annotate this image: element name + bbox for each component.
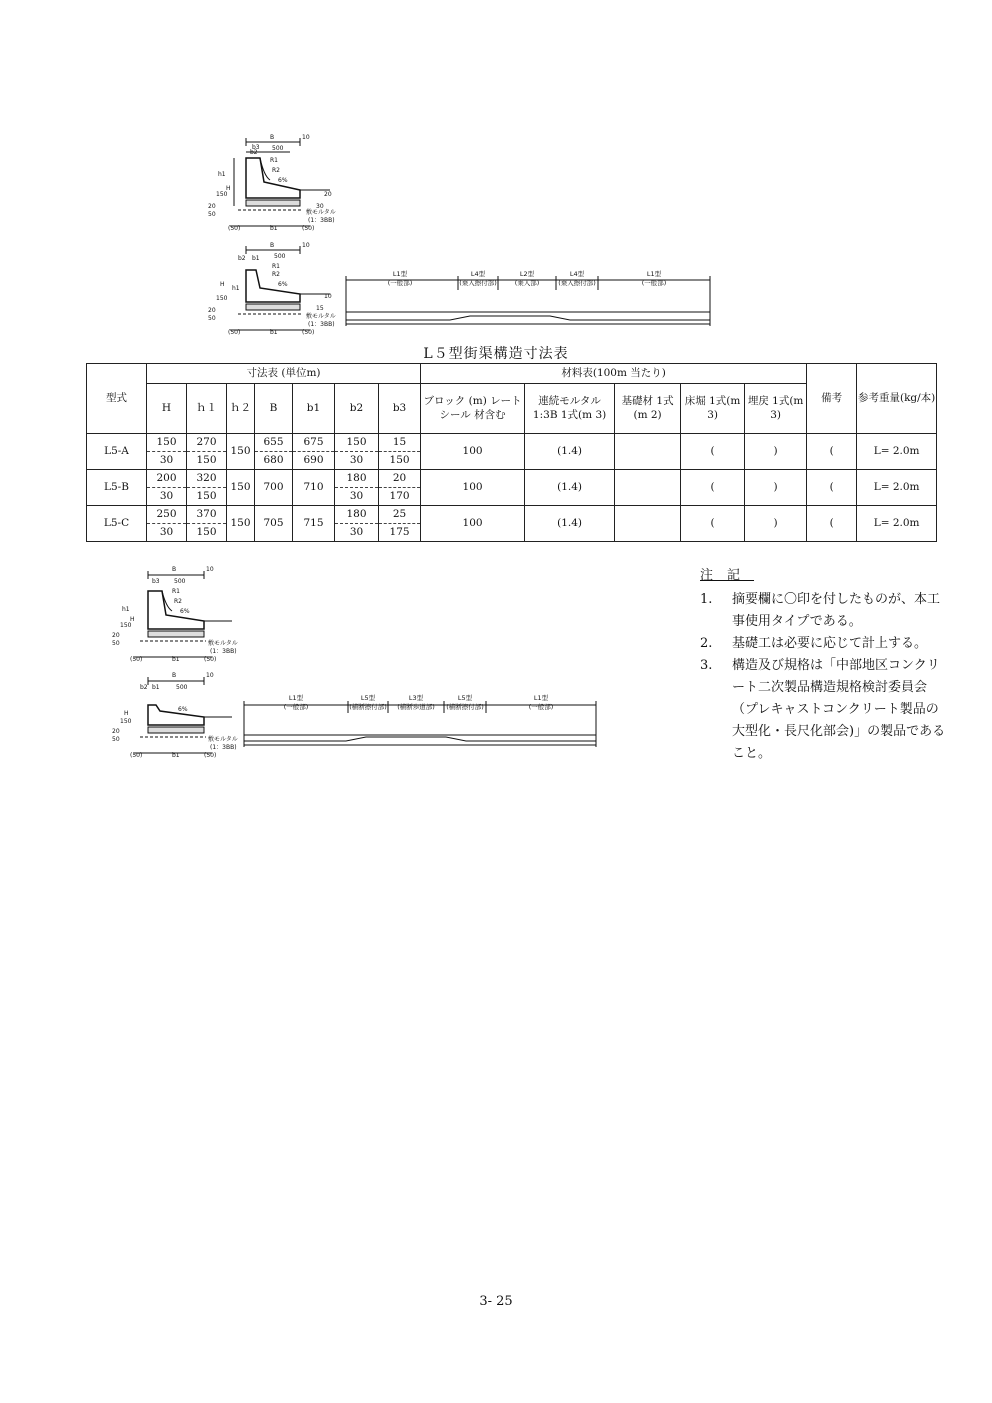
cell-b2-bottom: 30 [349,490,364,502]
top-diagrams [190,130,720,342]
svg-text:R1: R1 [270,157,278,164]
cell-base [615,434,681,470]
header-row-1 [87,364,937,384]
svg-text:L4型: L4型 [470,270,486,278]
note-text: 構造及び規格は「中部地区コンクリート二次製品構造規格検討委員会（プレキャストコンクリート製品の大型化・長尺化部会)」の製品であること。 [732,658,946,761]
svg-text:150: 150 [120,622,132,629]
cell-b3 [379,470,421,506]
table-row [87,470,937,506]
note-item [700,633,950,655]
svg-text:H: H [124,710,129,717]
cell-H-top: 250 [147,506,186,524]
svg-text:b1: b1 [172,752,180,759]
cell-backfill: ) [745,506,807,542]
svg-text:10: 10 [302,242,310,249]
cell-mortar: (1.4) [525,506,615,542]
svg-text:30: 30 [316,203,324,210]
cell-b2 [335,506,379,542]
svg-text:20: 20 [208,307,216,314]
cell-b3-bottom: 150 [389,454,410,466]
svg-text:50: 50 [112,640,120,647]
svg-text:b1: b1 [270,329,278,336]
svg-text:R2: R2 [272,271,280,278]
cell-weight: L= 2.0m [857,470,937,506]
cell-b2 [335,470,379,506]
svg-text:R1: R1 [172,588,180,595]
cell-b3 [379,506,421,542]
table-title: L５型街渠構造寸法表 [423,346,569,362]
cell-backfill: ) [745,470,807,506]
svg-text:500: 500 [174,578,186,585]
cell-b3-bottom: 175 [389,526,410,538]
cell-h1-bottom: 150 [196,454,217,466]
cell-H [147,434,187,470]
top-section-2-labels [208,242,336,336]
header-h2: ｈ２ [227,384,255,434]
note-text: 基礎工は必要に応じて計上する。 [732,636,928,651]
cell-block: 100 [421,506,525,542]
cell-b1 [293,434,335,470]
cell-block: 100 [421,470,525,506]
cell-b3-bottom: 170 [389,490,410,502]
svg-text:L5型: L5型 [457,694,473,702]
cell-b2-top: 180 [335,470,378,488]
cell-h2: 150 [227,506,255,542]
cell-h1-bottom: 150 [196,526,217,538]
svg-text:50: 50 [112,736,120,743]
svg-text:H: H [130,616,135,623]
cell-b2-top: 150 [335,434,378,452]
svg-text:L4型: L4型 [569,270,585,278]
note-item [700,655,950,765]
cell-b3 [379,434,421,470]
svg-text:(1：3BB): (1：3BB) [308,321,335,328]
cell-base [615,470,681,506]
svg-text:20: 20 [112,632,120,639]
cell-block: 100 [421,434,525,470]
svg-text:10: 10 [302,134,310,141]
cell-H-bottom: 30 [159,490,174,502]
svg-text:L1型: L1型 [646,270,662,278]
svg-text:h1: h1 [218,171,226,178]
cell-excavation: ( [681,506,745,542]
cell-H [147,470,187,506]
svg-text:10: 10 [206,566,214,573]
svg-text:(50): (50) [204,752,217,759]
svg-text:10: 10 [324,293,332,300]
header-b1: b1 [293,384,335,434]
note-item [700,589,950,633]
cell-h1-top: 270 [187,434,226,452]
header-H: H [147,384,187,434]
cell-H [147,506,187,542]
svg-text:L2型: L2型 [519,270,535,278]
header-backfill: 埋戻 1式(m 3) [745,384,807,434]
svg-text:(50): (50) [204,656,217,663]
svg-text:敷モルタル: 敷モルタル [306,209,336,216]
svg-text:150: 150 [216,191,228,198]
svg-text:(1：3BB): (1：3BB) [308,217,335,224]
svg-text:500: 500 [274,253,286,260]
svg-text:20: 20 [112,728,120,735]
header-type: 型式 [87,364,147,434]
cell-type: L5-C [87,506,147,542]
table-row [87,506,937,542]
svg-text:(50): (50) [130,752,143,759]
svg-text:50: 50 [208,315,216,322]
svg-text:B: B [270,242,275,249]
note-number: 2. [700,636,713,651]
svg-text:6%: 6% [178,706,188,713]
cell-excavation: ( [681,434,745,470]
svg-text:B: B [172,672,177,679]
cell-remarks: ( [807,434,857,470]
svg-text:(一般部): (一般部) [528,703,554,711]
svg-text:R2: R2 [174,598,182,605]
cell-h2: 150 [227,470,255,506]
cell-type: L5-B [87,470,147,506]
dimension-table [86,363,937,542]
svg-text:L5型: L5型 [360,694,376,702]
svg-text:L1型: L1型 [392,270,408,278]
notes [700,565,950,765]
svg-text:b1: b1 [152,684,160,691]
bottom-diagrams [100,565,600,765]
svg-text:50: 50 [208,211,216,218]
svg-text:敷モルタル: 敷モルタル [208,640,238,647]
cell-b3-top: 15 [379,434,420,452]
svg-text:6%: 6% [180,608,190,615]
cell-B: 705 [255,506,293,542]
cell-B-top: 655 [255,434,292,452]
top-plan-labels [388,269,667,287]
cell-mortar: (1.4) [525,470,615,506]
svg-text:(50): (50) [228,329,241,336]
svg-text:(乗入擦付部): (乗入擦付部) [459,279,497,287]
svg-text:h1: h1 [232,285,240,292]
svg-text:500: 500 [176,684,188,691]
svg-text:(一般部): (一般部) [283,703,309,711]
cell-H-top: 150 [147,434,186,452]
table-row [87,434,937,470]
svg-text:H: H [220,281,225,288]
svg-text:B: B [172,566,177,573]
cell-excavation: ( [681,470,745,506]
cell-B: 700 [255,470,293,506]
svg-text:(50): (50) [302,329,315,336]
svg-text:(横断歩道部): (横断歩道部) [397,703,435,711]
header-b3: b3 [379,384,421,434]
header-B: B [255,384,293,434]
svg-text:b2: b2 [140,684,148,691]
cell-type: L5-A [87,434,147,470]
cell-b2-bottom: 30 [349,526,364,538]
header-base: 基礎材 1式(m 2) [615,384,681,434]
cell-h1 [187,470,227,506]
svg-text:(1：3BB): (1：3BB) [210,744,237,751]
bottom-plan-labels [284,693,554,711]
svg-text:150: 150 [216,295,228,302]
svg-text:6%: 6% [278,177,288,184]
svg-text:敷モルタル: 敷モルタル [208,736,238,743]
svg-text:6%: 6% [278,281,288,288]
svg-text:500: 500 [272,145,284,152]
header-excavation: 床堀 1式(m 3) [681,384,745,434]
svg-text:b2: b2 [250,149,258,156]
svg-text:(乗入擦付部): (乗入擦付部) [558,279,596,287]
cell-h1-top: 320 [187,470,226,488]
note-number: 3. [700,658,713,673]
cell-b1: 710 [293,470,335,506]
svg-text:(乗入部): (乗入部) [514,279,540,287]
header-b2: b2 [335,384,379,434]
cell-h1-top: 370 [187,506,226,524]
svg-text:20: 20 [208,203,216,210]
svg-text:b1: b1 [270,225,278,232]
cell-h1 [187,506,227,542]
svg-text:(一般部): (一般部) [387,279,413,287]
cell-b3-top: 25 [379,506,420,524]
cell-h1-bottom: 150 [196,490,217,502]
cell-base [615,506,681,542]
cell-B [255,434,293,470]
svg-text:b2: b2 [238,255,246,262]
cell-weight: L= 2.0m [857,434,937,470]
header-dims-group: 寸法表 (単位m) [147,364,421,384]
svg-text:(50): (50) [228,225,241,232]
svg-text:b3: b3 [152,578,160,585]
cell-h2: 150 [227,434,255,470]
cell-weight: L= 2.0m [857,506,937,542]
header-h1: ｈ１ [187,384,227,434]
svg-text:150: 150 [120,718,132,725]
cell-remarks: ( [807,506,857,542]
header-ref-weight: 参考重量(kg/本) [857,364,937,434]
cell-B-bottom: 680 [263,454,284,466]
cell-H-bottom: 30 [159,454,174,466]
cell-b1-bottom: 690 [303,454,324,466]
svg-text:敷モルタル: 敷モルタル [306,313,336,320]
svg-text:(50): (50) [302,225,315,232]
cell-H-bottom: 30 [159,526,174,538]
cell-b2-top: 180 [335,506,378,524]
svg-text:10: 10 [206,672,214,679]
notes-title: 注記 [700,568,755,583]
cell-b2-bottom: 30 [349,454,364,466]
svg-text:20: 20 [324,191,332,198]
cell-h1 [187,434,227,470]
note-number: 1. [700,592,713,607]
svg-text:L1型: L1型 [533,694,549,702]
page-number: 3- 25 [479,1294,513,1309]
cell-b2 [335,434,379,470]
header-remarks: 備考 [807,364,857,434]
svg-text:b3: b3 [252,144,260,151]
note-text: 摘要欄に〇印を付したものが、本工事使用タイプである。 [732,592,941,629]
svg-text:(1：3BB): (1：3BB) [210,648,237,655]
svg-text:R1: R1 [272,263,280,270]
bottom-section-2-labels [112,672,238,759]
cell-b1: 715 [293,506,335,542]
svg-text:(横断擦付部): (横断擦付部) [446,703,484,711]
cell-b1-top: 675 [293,434,334,452]
svg-text:L3型: L3型 [408,694,424,702]
cell-backfill: ) [745,434,807,470]
bottom-section-1-labels [112,566,238,663]
header-mortar: 連続モルタル 1:3B 1式(m 3) [525,384,615,434]
svg-text:(50): (50) [130,656,143,663]
cell-mortar: (1.4) [525,434,615,470]
cell-remarks: ( [807,470,857,506]
header-block: ブロック (m) レートシール 材含む [421,384,525,434]
svg-text:L1型: L1型 [288,694,304,702]
cell-H-top: 200 [147,470,186,488]
svg-text:b1: b1 [172,656,180,663]
svg-text:(一般部): (一般部) [641,279,667,287]
header-materials-group: 材料表(100m 当たり) [421,364,807,384]
svg-text:15: 15 [316,305,324,312]
svg-text:b1: b1 [252,255,260,262]
svg-text:B: B [270,134,275,141]
svg-text:h1: h1 [122,606,130,613]
cell-b3-top: 20 [379,470,420,488]
svg-text:R2: R2 [272,167,280,174]
svg-text:H: H [226,185,231,192]
svg-text:(横断擦付部): (横断擦付部) [349,703,387,711]
